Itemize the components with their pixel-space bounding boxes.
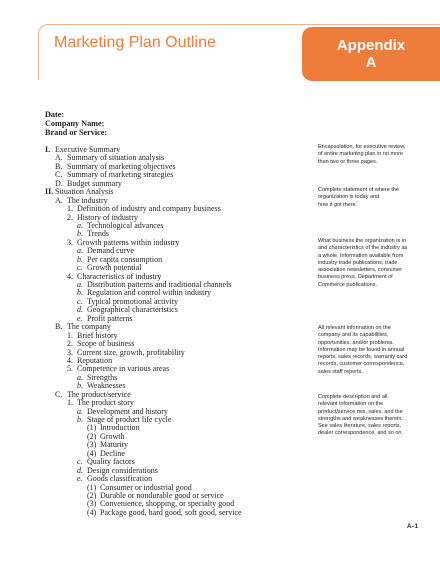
outline-label: Package good, hard good, soft good, service xyxy=(100,507,242,517)
note-line: industry trade publications, trade xyxy=(318,259,398,266)
outline-number: (2) xyxy=(87,490,97,500)
outline-number: 2. xyxy=(67,212,73,222)
note-line: opportunities, and/or problems. xyxy=(318,339,394,346)
outline-label: Distribution patterns and traditional channels xyxy=(87,280,232,289)
outline-label: Stage of product life cycle xyxy=(87,415,172,424)
date-label: Date: xyxy=(45,110,65,119)
outline-number: b. xyxy=(77,381,83,391)
outline-label: Weaknesses xyxy=(87,381,126,391)
outline-item xyxy=(45,408,305,416)
outline-label: Technological advances xyxy=(87,220,164,230)
outline-label: Budget summary xyxy=(67,178,122,188)
note-line: Complete statement of where the xyxy=(318,187,400,193)
brand-label: Brand or Service: xyxy=(45,128,108,137)
outline-number: b. xyxy=(77,415,83,424)
outline-number: D. xyxy=(55,178,63,188)
outline-label: Summary of marketing objectives xyxy=(67,161,176,171)
page-title: Marketing Plan Outline xyxy=(54,34,216,51)
outline-label: Maturity xyxy=(100,440,128,450)
outline-label: Trends xyxy=(87,229,109,239)
outline-number: b. xyxy=(77,254,83,264)
note-line: strengths and weaknesses therein. xyxy=(318,415,403,422)
outline-label: Competence in various areas xyxy=(77,364,170,374)
outline-label: Growth xyxy=(100,431,125,441)
outline-number: b. xyxy=(77,288,83,298)
outline-label: Current size, growth, profitability xyxy=(77,347,185,357)
outline-label: Goods classification xyxy=(87,474,153,484)
outline-label: Convenience, shopping, or specialty good xyxy=(100,499,235,509)
outline-number: (1) xyxy=(87,423,97,433)
note-line: product/service mix, sales, and the xyxy=(318,408,403,415)
outline-label: Reputation xyxy=(77,355,113,365)
outline-item xyxy=(45,256,305,264)
note-line: Complete description and all xyxy=(318,394,388,400)
outline-label: Quality factors xyxy=(87,457,135,467)
outline-number: a. xyxy=(77,406,83,416)
outline-item xyxy=(45,424,305,432)
outline-label: Summary of marketing strategies xyxy=(67,170,174,180)
outline-item xyxy=(45,467,305,475)
outline-item xyxy=(45,374,305,382)
outline-item xyxy=(45,222,305,230)
outline-item xyxy=(45,365,305,373)
note-line: company and its capabilities, xyxy=(318,332,389,339)
appendix-letter: A xyxy=(365,54,377,71)
outline-number: a. xyxy=(77,246,83,256)
outline-label: Consumer or industrial good xyxy=(100,482,192,492)
outline-item xyxy=(45,416,305,424)
outline-number: 1. xyxy=(67,398,73,408)
outline-number: c. xyxy=(77,457,83,467)
outline-number: 4. xyxy=(67,271,73,281)
note-line: records, customer correspondence, xyxy=(318,361,405,368)
margin-note-product-service xyxy=(318,394,422,438)
outline-number: 1. xyxy=(67,204,73,214)
outline-label: Growth potential xyxy=(87,263,142,273)
outline-label: History of industry xyxy=(77,212,138,222)
outline-heading: Situation Analysis xyxy=(55,187,114,197)
outline-label: Growth patterns within industry xyxy=(77,237,180,247)
outline-label: Regulation and control within industry xyxy=(87,288,211,298)
outline-number: a. xyxy=(77,280,83,289)
outline-label: The product story xyxy=(77,398,134,408)
outline-label: Summary of situation analysis xyxy=(67,153,165,163)
note-line: organization is today and xyxy=(318,194,380,201)
outline-label: The company xyxy=(67,322,111,332)
outline-label: Per capita consumption xyxy=(87,254,163,264)
outline-number: b. xyxy=(77,229,83,239)
outline-number: c. xyxy=(77,263,83,273)
outline-label: Durable or nondurable good or service xyxy=(100,490,224,500)
outline-number: 3. xyxy=(67,347,73,357)
outline-number: 1. xyxy=(67,330,73,340)
outline-item xyxy=(45,433,305,441)
outline-number: (3) xyxy=(87,499,97,509)
outline-number: d. xyxy=(77,465,83,475)
outline-number: (2) xyxy=(87,431,97,441)
note-line: a whole. Information available from xyxy=(318,252,404,259)
note-line: Information may be found in annual xyxy=(318,346,405,353)
outline-item xyxy=(45,399,305,407)
page-number: A–1 xyxy=(407,524,419,530)
outline-number: C. xyxy=(55,170,63,180)
note-line: Commerce publications. xyxy=(318,281,377,288)
outline-label: Geographical characteristics xyxy=(87,305,178,315)
outline-label: Development and history xyxy=(87,406,168,416)
outline-label: Definition of industry and company business xyxy=(77,204,221,214)
margin-note-company xyxy=(318,325,422,376)
outline-item xyxy=(45,441,305,449)
outline-item xyxy=(45,214,305,222)
outline-number: (1) xyxy=(87,482,97,492)
note-line: how it got there. xyxy=(318,201,358,208)
outline-number: C. xyxy=(55,389,63,399)
outline-label: The product/service xyxy=(67,389,131,399)
outline-number: 3. xyxy=(67,237,73,247)
outline xyxy=(45,146,305,517)
outline-label: Strengths xyxy=(87,372,118,382)
outline-number: 4. xyxy=(67,355,73,365)
outline-number: a. xyxy=(77,372,83,382)
outline-label: Design considerations xyxy=(87,465,158,475)
outline-item xyxy=(45,450,305,458)
outline-number: II. xyxy=(45,187,54,197)
outline-number: 2. xyxy=(67,339,73,349)
outline-number: d. xyxy=(77,305,83,315)
outline-label: Demand curve xyxy=(87,246,134,256)
note-line: than two or three pages. xyxy=(318,158,378,165)
note-line: dealer correspondence, and so on. xyxy=(318,430,404,437)
outline-label: Decline xyxy=(100,448,125,458)
note-line: relevant information on the xyxy=(318,401,384,408)
margin-note-executive-summary xyxy=(318,144,422,166)
appendix-tab xyxy=(302,27,440,81)
outline-number: a. xyxy=(77,220,83,230)
note-line: What business the organization is in xyxy=(318,238,407,244)
margin-note-situation-analysis xyxy=(318,187,422,209)
outline-label: Scope of business xyxy=(77,339,135,349)
company-name-label: Company Name: xyxy=(45,119,105,128)
outline-number: (4) xyxy=(87,507,97,517)
outline-number: 5. xyxy=(67,364,73,374)
outline-heading: Executive Summary xyxy=(55,145,121,154)
note-line: All relevant information on the xyxy=(318,325,391,331)
note-line: business press, Department of xyxy=(318,274,393,281)
outline-item xyxy=(45,458,305,466)
outline-item xyxy=(45,306,305,314)
outline-number: A. xyxy=(55,195,63,205)
outline-item xyxy=(45,509,305,517)
outline-number: A. xyxy=(55,153,63,163)
outline-number: c. xyxy=(77,296,83,306)
appendix-label: Appendix xyxy=(336,37,406,54)
outline-number: e. xyxy=(77,474,83,484)
outline-number: (4) xyxy=(87,448,97,458)
outline-item xyxy=(45,239,305,247)
outline-number: e. xyxy=(77,313,83,323)
plan-meta xyxy=(45,110,107,137)
note-line: See sales literature, sales reports, xyxy=(318,423,402,430)
outline-label: Characteristics of industry xyxy=(77,271,162,281)
note-line: reports, sales records, warranty card xyxy=(318,354,408,361)
outline-label: Brief history xyxy=(77,330,118,340)
outline-label: Introduction xyxy=(100,423,140,433)
margin-note-industry xyxy=(318,238,422,289)
outline-label: Typical promotional activity xyxy=(87,296,178,306)
outline-number: B. xyxy=(55,322,63,332)
note-line: Encapsulation, for executive review, xyxy=(318,144,406,150)
outline-number: I. xyxy=(45,145,51,154)
outline-number: (3) xyxy=(87,440,97,450)
outline-number: B. xyxy=(55,161,63,171)
outline-label: The industry xyxy=(67,195,108,205)
note-line: sales staff reports. xyxy=(318,368,363,375)
note-line: of entire marketing plan in no more xyxy=(318,151,403,158)
outline-item xyxy=(45,247,305,255)
outline-label: Profit patterns xyxy=(87,313,133,323)
note-line: and characteristics of the industry as xyxy=(318,245,408,252)
note-line: association newsletters, consumer xyxy=(318,267,403,274)
